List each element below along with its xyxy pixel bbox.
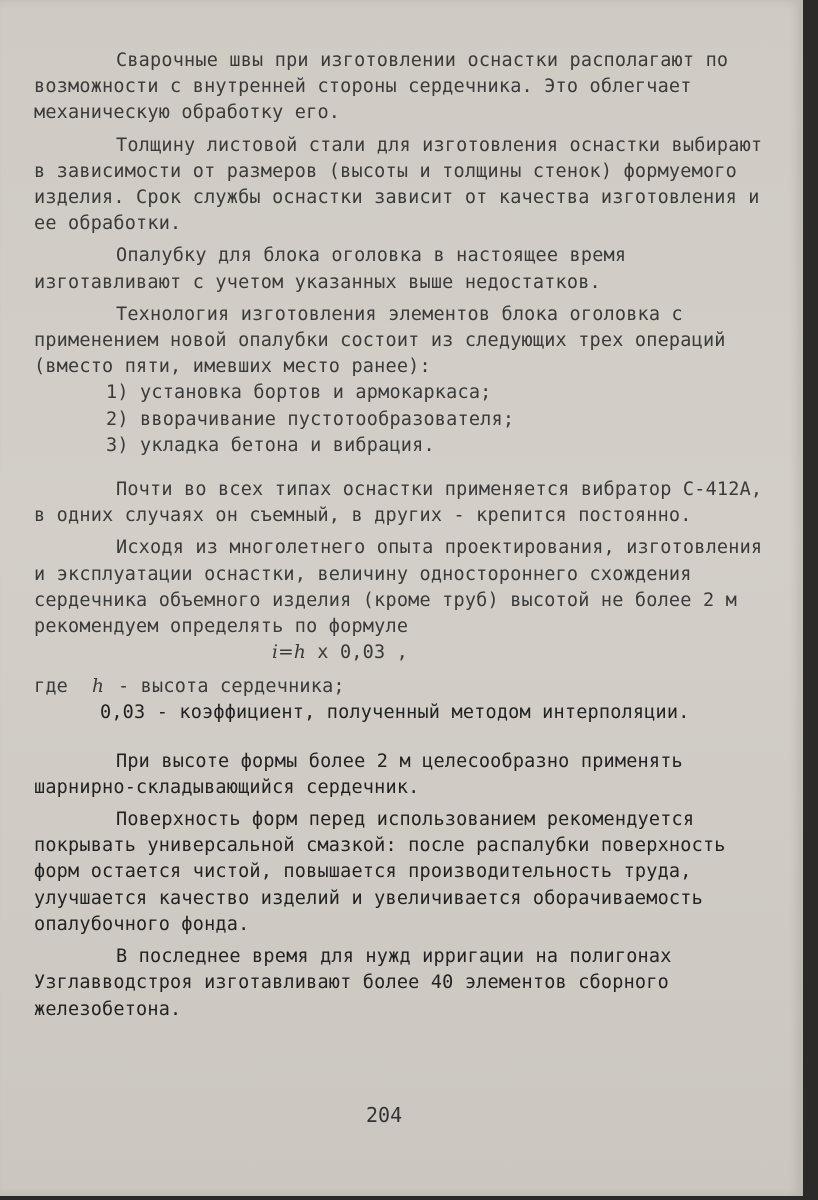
paragraph-steel-thickness: Толщину листовой стали для изготовления оснастки выбирают в зависимости от размеров (высоты и толщины стенок) формуемого изделия. Срок службы оснастки зависит от качества изготовления и ее обработки. xyxy=(34,134,763,235)
formula-var: h xyxy=(293,642,306,664)
operation-item: 3) укладка бетона и вибрация. xyxy=(106,434,435,456)
operation-item: 2) вворачивание пустотообразователя; xyxy=(106,408,515,430)
page-number: 204 xyxy=(366,1103,403,1127)
paragraph-welds: Сварочные швы при изготовлении оснастки располагают по возможности с внутренней стороны сердечника. Это облегчает механическую обработку его. xyxy=(34,50,729,124)
paragraph-hinged-core: При высоте формы более 2 м целесообразно применять шарнирно-складывающийся сердечник. xyxy=(34,750,683,798)
where-symbol: h xyxy=(92,676,105,698)
paragraph-formula-intro: Исходя из многолетнего опыта проектирования, изготовления и эксплуатации оснастки, величину одностороннего схождения сердечника объемного изделия (кроме труб) высотой не более 2 м рекомендуем определять по формуле xyxy=(34,537,763,638)
formula-lhs: i xyxy=(272,642,279,664)
formula xyxy=(34,640,769,674)
where-label: где xyxy=(34,676,69,698)
page-text xyxy=(34,48,769,1023)
formula-eq: = xyxy=(278,642,294,664)
coefficient-line: 0,03 - коэффициент, полученный методом интерполяции. xyxy=(100,702,690,724)
paragraph-vibrator: Почти во всех типах оснастки применяется вибратор С-412А, в одних случаях он съемный, в других - крепится постоянно. xyxy=(34,479,763,527)
paragraph-lubricant: Поверхность форм перед использованием рекомендуется покрывать универсальной смазкой: после распалубки поверхность форм остается чистой, повышается производительность труда, улучшается качество изделий и увеличивается оборачиваемость опалубочного фонда. xyxy=(34,809,726,935)
where-description: - высота сердечника; xyxy=(118,676,345,698)
paragraph-irrigation: В последнее время для нужд ирригации на полигонах Узглавводстроя изготавливают более 40 элементов сборного железобетона. xyxy=(34,946,672,1020)
paragraph-technology: Технология изготовления элементов блока оголовка с применением новой опалубки состоит из следующих трех операций (вместо пяти, имевших место ранее): xyxy=(34,303,726,378)
paragraph-formwork: Опалубку для блока оголовка в настоящее время изготавливают с учетом указанных выше недостатков. xyxy=(34,245,627,293)
operation-item: 1) установка бортов и армокаркаса; xyxy=(106,382,492,404)
where-line xyxy=(34,674,769,700)
formula-rest: x 0,03 , xyxy=(305,642,408,664)
